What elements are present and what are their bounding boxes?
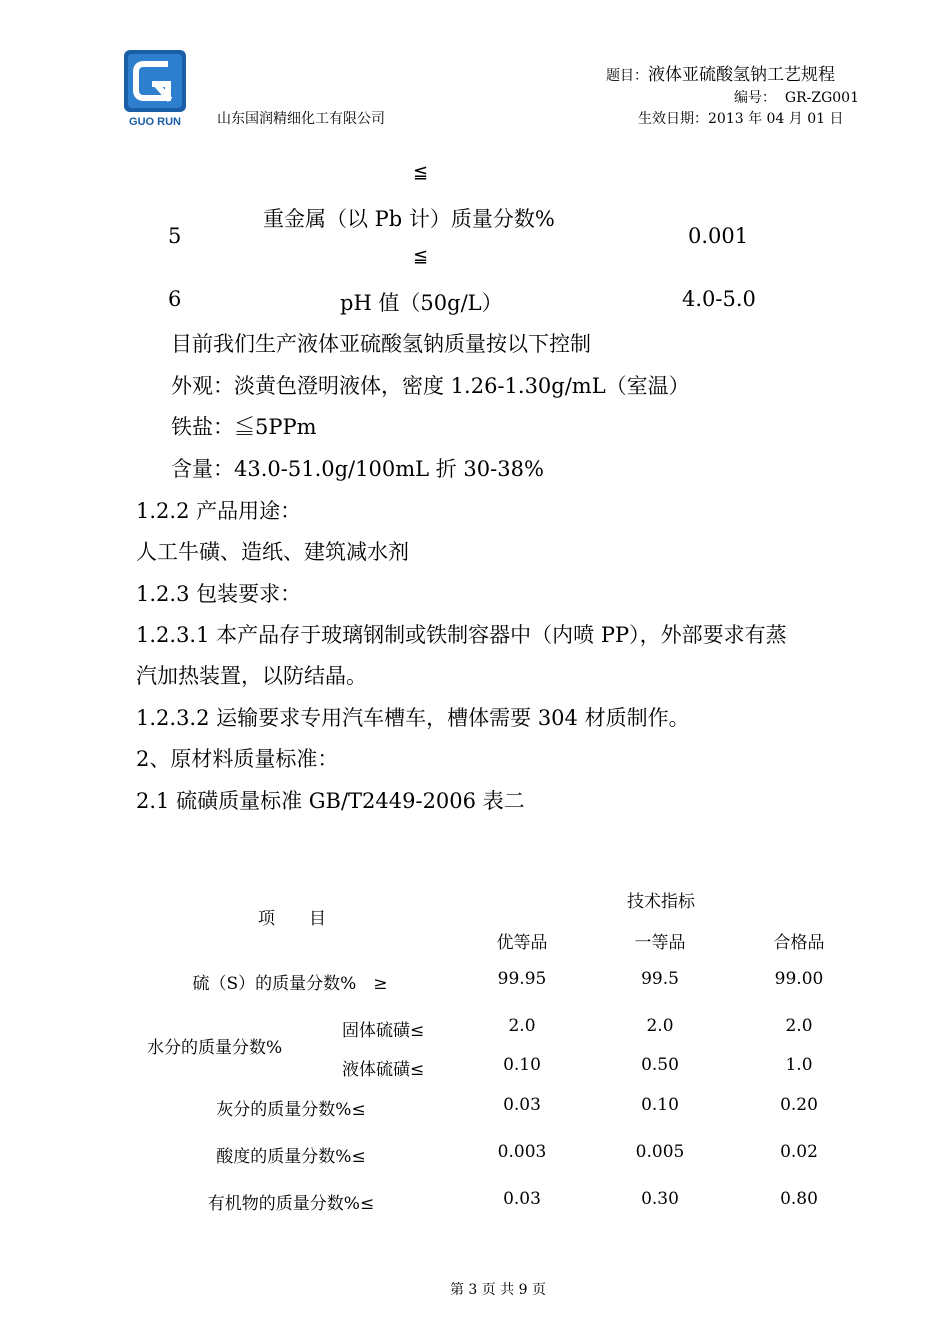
company-logo [124, 50, 186, 128]
table-row-label: 硫（S）的质量分数% ≥ [192, 974, 388, 994]
table-cell: 0.30 [641, 1189, 679, 1209]
table-item-header: 项 目 [258, 909, 326, 929]
control-intro: 目前我们生产液体亚硫酸氢钠质量按以下控制 [171, 332, 591, 356]
table-tech-header: 技术指标 [627, 892, 695, 912]
table-row-label: 液体硫磺≤ [342, 1060, 425, 1080]
appearance-line: 外观：淡黄色澄明液体，密度 1.26-1.30g/mL（室温） [171, 374, 690, 398]
document-code-row [734, 87, 859, 107]
table-cell: 0.10 [641, 1095, 679, 1115]
table-cell: 0.50 [641, 1055, 679, 1075]
table-row-label: 固体硫磺≤ [342, 1021, 425, 1041]
row5-symbol: ≦ [413, 246, 429, 267]
pack-line-1b: 汽加热装置，以防结晶。 [136, 664, 367, 688]
table-cell: 0.20 [780, 1095, 818, 1115]
pack-heading: 1.2.3 包装要求： [136, 582, 302, 606]
table-cell: 0.03 [503, 1095, 541, 1115]
company-name: 山东国润精细化工有限公司 [217, 111, 385, 127]
table-cell: 0.03 [503, 1189, 541, 1209]
code-label: 编号： [734, 90, 776, 106]
table-row-label: 酸度的质量分数%≤ [216, 1147, 366, 1167]
table-cell: 0.10 [503, 1055, 541, 1075]
table-cell: 99.95 [497, 969, 547, 989]
raw-material-heading: 2、原材料质量标准： [136, 747, 339, 771]
row5-number: 5 [168, 224, 182, 248]
table-row-label: 灰分的质量分数%≤ [216, 1100, 366, 1120]
table-cell: 0.02 [780, 1142, 818, 1162]
table-cell: 0.80 [780, 1189, 818, 1209]
content-line: 含量：43.0-51.0g/100mL 折 30-38% [171, 457, 544, 481]
table-cell: 2.0 [646, 1016, 674, 1036]
row6-value: 4.0-5.0 [682, 287, 756, 311]
logo-text: GUO RUN [129, 116, 181, 128]
table-cell: 0.003 [497, 1142, 547, 1162]
table-cell: 99.5 [641, 969, 679, 989]
iron-line: 铁盐：≦5PPm [171, 415, 317, 439]
row5-item: 重金属（以 Pb 计）质量分数% [263, 207, 555, 231]
leading-symbol: ≦ [413, 162, 429, 183]
table-group-label: 水分的质量分数% [147, 1038, 283, 1058]
grade-header: 优等品 [496, 933, 548, 953]
table-cell: 99.00 [774, 969, 824, 989]
row6-number: 6 [168, 287, 182, 311]
table-cell: 2.0 [785, 1016, 813, 1036]
pack-line-1a: 1.2.3.1 本产品存于玻璃钢制或铁制容器中（内喷 PP），外部要求有蒸 [136, 623, 787, 647]
document-title-row [606, 60, 835, 85]
effective-date: 生效日期：2013 年 04 月 01 日 [638, 111, 844, 127]
table-cell: 0.005 [635, 1142, 685, 1162]
page-number: 第 3 页 共 9 页 [449, 1282, 547, 1298]
table-row-label: 有机物的质量分数%≤ [207, 1194, 375, 1214]
grade-header: 合格品 [773, 933, 825, 953]
document-title: 液体亚硫酸氢钠工艺规程 [648, 65, 835, 85]
sulfur-standard-heading: 2.1 硫磺质量标准 GB/T2449-2006 表二 [136, 789, 525, 813]
title-label: 题目： [606, 68, 648, 84]
row5-value: 0.001 [688, 224, 749, 248]
use-heading: 1.2.2 产品用途： [136, 499, 302, 523]
table-cell: 2.0 [508, 1016, 536, 1036]
use-text: 人工牛磺、造纸、建筑减水剂 [136, 540, 409, 564]
document-code: GR-ZG001 [784, 90, 859, 106]
table-cell: 1.0 [785, 1055, 813, 1075]
grade-header: 一等品 [634, 933, 686, 953]
row6-item: pH 值（50g/L） [340, 291, 503, 315]
pack-line-2: 1.2.3.2 运输要求专用汽车槽车，槽体需要 304 材质制作。 [136, 706, 690, 730]
